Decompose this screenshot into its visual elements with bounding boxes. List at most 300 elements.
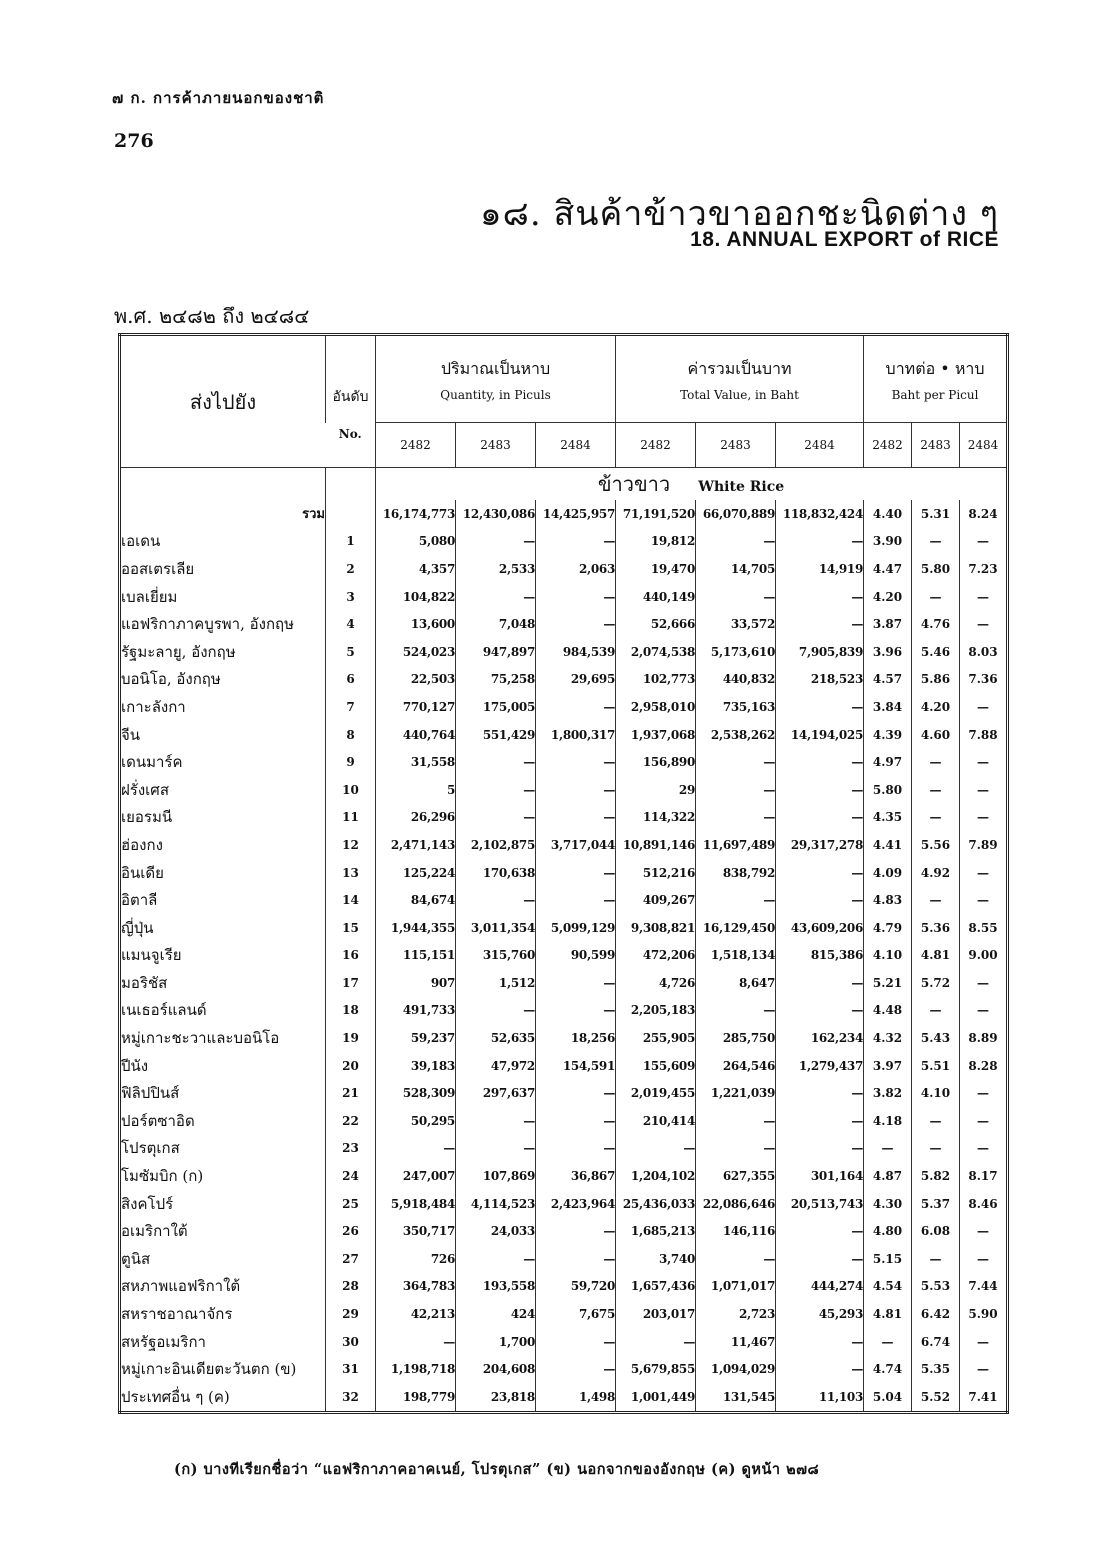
table-row — [120, 1217, 1008, 1245]
value-2483: 14,705 — [696, 555, 776, 583]
value-2484: 1,279,437 — [776, 1052, 864, 1080]
quantity-2484: 7,675 — [536, 1300, 616, 1328]
quantity-2483: — — [456, 1107, 536, 1135]
row-number: 4 — [326, 610, 376, 638]
price-2482: 5.21 — [864, 969, 912, 997]
quantity-header-th: ปริมาณเป็นหาบ — [440, 358, 551, 378]
value-2483: — — [696, 1245, 776, 1273]
table-row — [120, 555, 1008, 583]
quantity-2483: 193,558 — [456, 1273, 536, 1301]
quantity-2483: 24,033 — [456, 1217, 536, 1245]
row-number: 24 — [326, 1162, 376, 1190]
value-2484: — — [776, 748, 864, 776]
destination-name: ออสเตรเลีย — [121, 559, 195, 578]
table-row — [120, 748, 1008, 776]
row-number: 1 — [326, 528, 376, 556]
price-2482: 4.30 — [864, 1190, 912, 1218]
row-number: 19 — [326, 1024, 376, 1052]
price-2483: 4.10 — [912, 1079, 960, 1107]
quantity-2484: 2,423,964 — [536, 1190, 616, 1218]
price-2484: — — [960, 804, 1008, 832]
price-2484: — — [960, 748, 1008, 776]
quantity-2483: — — [456, 583, 536, 611]
row-number: 6 — [326, 666, 376, 694]
quantity-2482: 59,237 — [376, 1024, 456, 1052]
value-2482: 1,001,449 — [616, 1383, 696, 1412]
price-2484: — — [960, 1079, 1008, 1107]
value-2484: — — [776, 859, 864, 887]
value-2482: 2,205,183 — [616, 997, 696, 1025]
value-2482: 29 — [616, 776, 696, 804]
value-2484: — — [776, 969, 864, 997]
quantity-2483: 2,102,875 — [456, 831, 536, 859]
value-2483: — — [696, 528, 776, 556]
price-2484: 9.00 — [960, 942, 1008, 970]
price-header-en: Baht per Picul — [891, 387, 979, 402]
price-2483: 5.80 — [912, 555, 960, 583]
quantity-2483: — — [456, 776, 536, 804]
row-number: 8 — [326, 721, 376, 749]
row-number: 22 — [326, 1107, 376, 1135]
no-header — [326, 335, 376, 423]
total-quantity-2483: 12,430,086 — [456, 500, 536, 528]
value-2482: 10,891,146 — [616, 831, 696, 859]
value-2483: 1,071,017 — [696, 1273, 776, 1301]
total-price-2482: 4.40 — [864, 500, 912, 528]
row-number: 21 — [326, 1079, 376, 1107]
table-row — [120, 1162, 1008, 1190]
value-2484: — — [776, 528, 864, 556]
price-2482: 4.10 — [864, 942, 912, 970]
total-value-2484: 118,832,424 — [776, 500, 864, 528]
destination-name: อินเดีย — [121, 863, 164, 882]
quantity-2484: 1,498 — [536, 1383, 616, 1412]
value-2482: 1,657,436 — [616, 1273, 696, 1301]
price-2484: — — [960, 1355, 1008, 1383]
quantity-2482: 440,764 — [376, 721, 456, 749]
destination-name: สิงคโปร์ — [121, 1194, 174, 1213]
table-row — [120, 1135, 1008, 1163]
row-number: 16 — [326, 942, 376, 970]
destination-name: เอเดน — [121, 532, 161, 551]
quantity-2484: 36,867 — [536, 1162, 616, 1190]
price-2484: 7.41 — [960, 1383, 1008, 1412]
table-row — [120, 914, 1008, 942]
quantity-2484: 90,599 — [536, 942, 616, 970]
value-2483: 1,094,029 — [696, 1355, 776, 1383]
quantity-2482: 22,503 — [376, 666, 456, 694]
destination-name: ปีนัง — [121, 1056, 149, 1075]
value-2484: — — [776, 1135, 864, 1163]
quantity-2482: 364,783 — [376, 1273, 456, 1301]
total-value-2482: 71,191,520 — [616, 500, 696, 528]
value-2482: 1,937,068 — [616, 721, 696, 749]
quantity-2482: 907 — [376, 969, 456, 997]
page-number: 276 — [114, 130, 154, 152]
value-2483: 11,467 — [696, 1328, 776, 1356]
quantity-2482: 1,198,718 — [376, 1355, 456, 1383]
table-row — [120, 693, 1008, 721]
quantity-2483: — — [456, 528, 536, 556]
row-number: 5 — [326, 638, 376, 666]
price-2482: 4.09 — [864, 859, 912, 887]
value-2483: 627,355 — [696, 1162, 776, 1190]
quantity-2482: 198,779 — [376, 1383, 456, 1412]
destination-name: ปอร์ตซาอิด — [121, 1111, 195, 1130]
price-2484: — — [960, 776, 1008, 804]
quantity-2482: 770,127 — [376, 693, 456, 721]
value-2483: 2,723 — [696, 1300, 776, 1328]
table-row — [120, 1355, 1008, 1383]
table-row — [120, 1328, 1008, 1356]
value-2482: 255,905 — [616, 1024, 696, 1052]
value-2483: — — [696, 804, 776, 832]
price-2483: — — [912, 886, 960, 914]
quantity-2484: 59,720 — [536, 1273, 616, 1301]
quantity-2483: 551,429 — [456, 721, 536, 749]
price-2483: 5.36 — [912, 914, 960, 942]
table-row — [120, 638, 1008, 666]
destination-name: ฟิลิปปินส์ — [121, 1084, 180, 1103]
value-2483: 11,697,489 — [696, 831, 776, 859]
quantity-2483: — — [456, 804, 536, 832]
price-header-th: บาทต่อ • หาบ — [885, 358, 985, 378]
quantity-2482: 726 — [376, 1245, 456, 1273]
quantity-2484: 3,717,044 — [536, 831, 616, 859]
row-number: 3 — [326, 583, 376, 611]
price-2484: — — [960, 693, 1008, 721]
year-header: 2483 — [696, 423, 776, 468]
no-header-en — [326, 423, 376, 468]
value-2482: 1,204,102 — [616, 1162, 696, 1190]
value-2484: — — [776, 1355, 864, 1383]
quantity-2483: 23,818 — [456, 1383, 536, 1412]
quantity-2482: 4,357 — [376, 555, 456, 583]
year-header: 2484 — [776, 423, 864, 468]
price-2483: 5.82 — [912, 1162, 960, 1190]
quantity-2484: — — [536, 693, 616, 721]
quantity-2483: 947,897 — [456, 638, 536, 666]
quantity-2483: 170,638 — [456, 859, 536, 887]
price-2484: — — [960, 1217, 1008, 1245]
value-2484: — — [776, 1079, 864, 1107]
price-2484: — — [960, 1135, 1008, 1163]
value-2482: 440,149 — [616, 583, 696, 611]
destination-name: อิตาลี — [121, 891, 158, 910]
title-english: 18. ANNUAL EXPORT of RICE — [690, 228, 999, 251]
value-2482: 19,470 — [616, 555, 696, 583]
value-2482: 4,726 — [616, 969, 696, 997]
year-header: 2483 — [456, 423, 536, 468]
row-number: 11 — [326, 804, 376, 832]
value-2484: 45,293 — [776, 1300, 864, 1328]
price-2483: 4.76 — [912, 610, 960, 638]
value-2484: 20,513,743 — [776, 1190, 864, 1218]
price-2482: 4.57 — [864, 666, 912, 694]
value-2484: — — [776, 1217, 864, 1245]
total-quantity-2482: 16,174,773 — [376, 500, 456, 528]
destination-name: อเมริกาใต้ — [121, 1222, 188, 1241]
row-number: 12 — [326, 831, 376, 859]
quantity-2482: 524,023 — [376, 638, 456, 666]
price-header — [864, 335, 1008, 423]
quantity-2484: 154,591 — [536, 1052, 616, 1080]
quantity-2483: 175,005 — [456, 693, 536, 721]
quantity-2483: 47,972 — [456, 1052, 536, 1080]
value-2484: 11,103 — [776, 1383, 864, 1412]
table-row — [120, 886, 1008, 914]
row-number: 30 — [326, 1328, 376, 1356]
price-2482: 4.47 — [864, 555, 912, 583]
value-2484: 7,905,839 — [776, 638, 864, 666]
value-2484: — — [776, 997, 864, 1025]
price-2484: 5.90 — [960, 1300, 1008, 1328]
price-2482: 4.87 — [864, 1162, 912, 1190]
table-row — [120, 1300, 1008, 1328]
destination-name: สหราชอาณาจักร — [121, 1305, 233, 1324]
value-2483: — — [696, 748, 776, 776]
value-header — [616, 335, 864, 423]
price-2483: 5.56 — [912, 831, 960, 859]
value-2484: 301,164 — [776, 1162, 864, 1190]
year-header: 2482 — [376, 423, 456, 468]
no-header-en-label: No. — [338, 426, 362, 441]
destination-name: หมู่เกาะอินเดียตะวันตก (ข) — [121, 1360, 297, 1379]
value-header-th: ค่ารวมเป็นบาท — [687, 358, 792, 378]
value-2482: 9,308,821 — [616, 914, 696, 942]
quantity-2482: 5 — [376, 776, 456, 804]
row-number: 13 — [326, 859, 376, 887]
row-number: 18 — [326, 997, 376, 1025]
table-row — [120, 1273, 1008, 1301]
quantity-2483: 204,608 — [456, 1355, 536, 1383]
quantity-2482: 2,471,143 — [376, 831, 456, 859]
price-2482: 3.84 — [864, 693, 912, 721]
price-2482: 4.20 — [864, 583, 912, 611]
row-number: 17 — [326, 969, 376, 997]
value-2484: 162,234 — [776, 1024, 864, 1052]
price-2483: 4.20 — [912, 693, 960, 721]
quantity-2483: 107,869 — [456, 1162, 536, 1190]
table-row — [120, 666, 1008, 694]
price-2482: 4.48 — [864, 997, 912, 1025]
price-2484: 8.17 — [960, 1162, 1008, 1190]
table-row — [120, 859, 1008, 887]
price-2483: — — [912, 1245, 960, 1273]
price-2482: 4.83 — [864, 886, 912, 914]
quantity-2483: — — [456, 1245, 536, 1273]
quantity-2484: — — [536, 1328, 616, 1356]
quantity-2483: 424 — [456, 1300, 536, 1328]
value-2483: 2,538,262 — [696, 721, 776, 749]
destination-name: ฮ่องกง — [121, 835, 163, 854]
year-header: 2482 — [864, 423, 912, 468]
price-2482: — — [864, 1328, 912, 1356]
title-thai: ๑๘. สินค้าข้าวขาออกชะนิดต่าง ๆ — [480, 194, 999, 234]
destination-name: รัฐมะลายู, อังกฤษ — [121, 642, 236, 661]
row-number: 25 — [326, 1190, 376, 1218]
year-header: 2484 — [960, 423, 1008, 468]
year-header: 2483 — [912, 423, 960, 468]
value-2483: — — [696, 1135, 776, 1163]
destination-name: แอฟริกาภาคบูรพา, อังกฤษ — [121, 615, 295, 634]
price-2484: 7.23 — [960, 555, 1008, 583]
quantity-2484: — — [536, 1107, 616, 1135]
quantity-2484: — — [536, 969, 616, 997]
price-2483: 5.53 — [912, 1273, 960, 1301]
value-2483: — — [696, 583, 776, 611]
value-2482: 155,609 — [616, 1052, 696, 1080]
quantity-2483: 75,258 — [456, 666, 536, 694]
value-2482: 19,812 — [616, 528, 696, 556]
price-2482: 4.74 — [864, 1355, 912, 1383]
price-2484: 8.46 — [960, 1190, 1008, 1218]
price-2483: — — [912, 997, 960, 1025]
quantity-2484: 2,063 — [536, 555, 616, 583]
price-2483: 5.37 — [912, 1190, 960, 1218]
total-value-2483: 66,070,889 — [696, 500, 776, 528]
value-2483: 1,518,134 — [696, 942, 776, 970]
value-2482: 210,414 — [616, 1107, 696, 1135]
destination-name: ฝรั่งเศส — [121, 780, 169, 799]
quantity-2483: — — [456, 997, 536, 1025]
value-2482: 5,679,855 — [616, 1355, 696, 1383]
destination-name: หมู่เกาะชะวาและบอนิโอ — [121, 1029, 280, 1048]
row-number: 23 — [326, 1135, 376, 1163]
row-number: 2 — [326, 555, 376, 583]
quantity-2484: — — [536, 1245, 616, 1273]
value-2482: 1,685,213 — [616, 1217, 696, 1245]
price-2482: 4.18 — [864, 1107, 912, 1135]
quantity-2484: 984,539 — [536, 638, 616, 666]
price-2483: — — [912, 583, 960, 611]
price-2483: 4.81 — [912, 942, 960, 970]
row-number: 14 — [326, 886, 376, 914]
price-2482: 3.90 — [864, 528, 912, 556]
quantity-2484: 1,800,317 — [536, 721, 616, 749]
total-price-2484: 8.24 — [960, 500, 1008, 528]
quantity-2483: 4,114,523 — [456, 1190, 536, 1218]
destination-name: มอริชัส — [121, 973, 168, 992]
price-2483: 5.51 — [912, 1052, 960, 1080]
quantity-2484: — — [536, 859, 616, 887]
value-2483: 285,750 — [696, 1024, 776, 1052]
quantity-2482: 84,674 — [376, 886, 456, 914]
total-row — [120, 500, 1008, 528]
destination-name: บอนิโอ, อังกฤษ — [121, 670, 221, 689]
value-2483: — — [696, 997, 776, 1025]
quantity-2482: 42,213 — [376, 1300, 456, 1328]
price-2482: 3.96 — [864, 638, 912, 666]
value-2483: 264,546 — [696, 1052, 776, 1080]
row-number: 28 — [326, 1273, 376, 1301]
row-number: 9 — [326, 748, 376, 776]
quantity-2483: 1,700 — [456, 1328, 536, 1356]
value-2482: 2,958,010 — [616, 693, 696, 721]
quantity-2484: — — [536, 804, 616, 832]
price-2482: 4.32 — [864, 1024, 912, 1052]
quantity-2484: — — [536, 748, 616, 776]
table-row — [120, 969, 1008, 997]
price-2483: — — [912, 776, 960, 804]
value-2482: 472,206 — [616, 942, 696, 970]
table-row — [120, 528, 1008, 556]
quantity-2482: 491,733 — [376, 997, 456, 1025]
value-2482: 409,267 — [616, 886, 696, 914]
row-number: 26 — [326, 1217, 376, 1245]
quantity-2483: 315,760 — [456, 942, 536, 970]
price-2483: — — [912, 1135, 960, 1163]
price-2484: — — [960, 1328, 1008, 1356]
quantity-2484: — — [536, 1135, 616, 1163]
value-2482: 512,216 — [616, 859, 696, 887]
row-number: 20 — [326, 1052, 376, 1080]
destination-name: ประเทศอื่น ๆ (ค) — [121, 1387, 230, 1406]
value-2484: 14,194,025 — [776, 721, 864, 749]
price-2483: 5.43 — [912, 1024, 960, 1052]
rice-export-table — [118, 333, 1009, 1414]
destination-name: สหรัฐอเมริกา — [121, 1332, 206, 1351]
price-2484: 7.89 — [960, 831, 1008, 859]
year-header: 2482 — [616, 423, 696, 468]
total-no — [326, 500, 376, 528]
value-2483: 1,221,039 — [696, 1079, 776, 1107]
value-2483: 146,116 — [696, 1217, 776, 1245]
table-row — [120, 942, 1008, 970]
table-row — [120, 1107, 1008, 1135]
price-2482: 5.80 — [864, 776, 912, 804]
destination-name: โมซัมบิก (ก) — [121, 1167, 204, 1186]
quantity-2484: — — [536, 583, 616, 611]
row-number: 15 — [326, 914, 376, 942]
price-2483: — — [912, 1107, 960, 1135]
footnote: (ก) บางทีเรียกชื่อว่า “แอฟริกาภาคอาคเนย์, โปรตุเกส” (ข) นอกจากของอังกฤษ (ค) ดูหน้า ๒๗๘ — [174, 1461, 820, 1478]
row-number: 32 — [326, 1383, 376, 1412]
quantity-2483: 7,048 — [456, 610, 536, 638]
price-2484: 8.03 — [960, 638, 1008, 666]
quantity-2482: 125,224 — [376, 859, 456, 887]
value-2482: 3,740 — [616, 1245, 696, 1273]
value-2483: 16,129,450 — [696, 914, 776, 942]
table-row — [120, 1024, 1008, 1052]
subheading-thai: ข้าวขาว — [597, 472, 671, 496]
price-2484: — — [960, 1245, 1008, 1273]
quantity-2482: 247,007 — [376, 1162, 456, 1190]
quantity-2484: — — [536, 1079, 616, 1107]
value-2482: 156,890 — [616, 748, 696, 776]
price-2484: 7.36 — [960, 666, 1008, 694]
value-2484: 218,523 — [776, 666, 864, 694]
quantity-2484: — — [536, 776, 616, 804]
price-2482: 4.97 — [864, 748, 912, 776]
value-2482: 102,773 — [616, 666, 696, 694]
value-2484: 14,919 — [776, 555, 864, 583]
quantity-header-en: Quantity, in Piculs — [440, 387, 551, 402]
quantity-2483: 52,635 — [456, 1024, 536, 1052]
price-2483: 4.60 — [912, 721, 960, 749]
row-number: 31 — [326, 1355, 376, 1383]
total-price-2483: 5.31 — [912, 500, 960, 528]
price-2482: — — [864, 1135, 912, 1163]
value-2482: 203,017 — [616, 1300, 696, 1328]
value-2483: 5,173,610 — [696, 638, 776, 666]
year-header: 2484 — [536, 423, 616, 468]
price-2483: 6.08 — [912, 1217, 960, 1245]
table-row — [120, 1383, 1008, 1412]
row-number: 7 — [326, 693, 376, 721]
destination-name: สหภาพแอฟริกาใต้ — [121, 1277, 241, 1296]
quantity-2482: 26,296 — [376, 804, 456, 832]
